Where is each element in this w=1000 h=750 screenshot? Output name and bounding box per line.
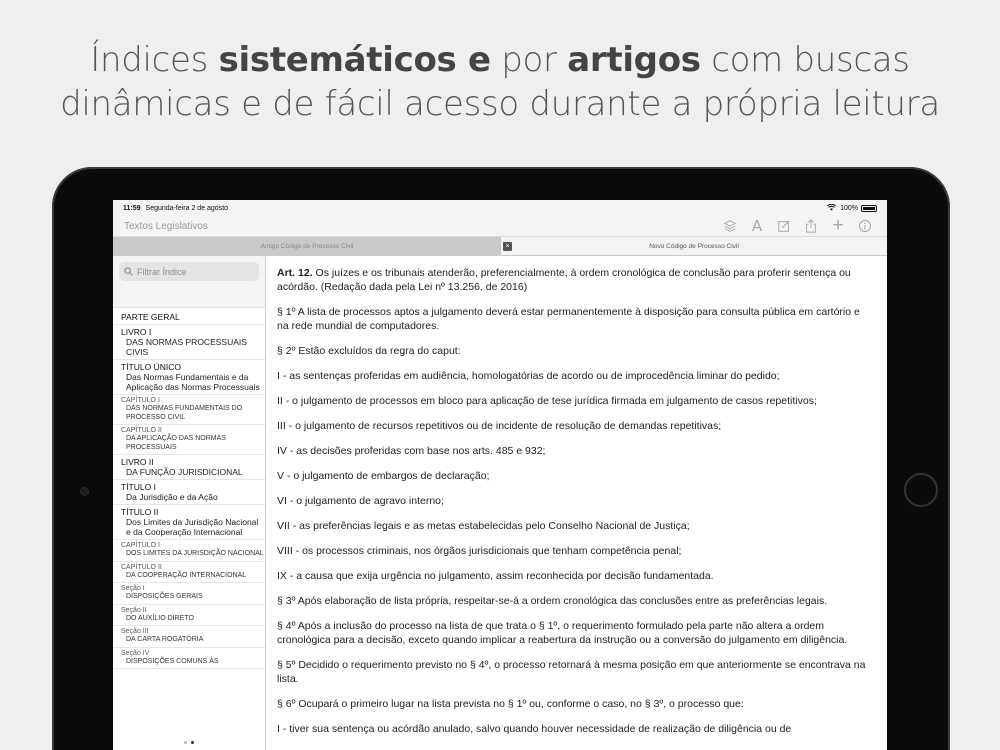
index-item-subtitle: Das Normas Fundamentais e da Aplicação das Normas Processuais (126, 372, 260, 392)
index-item-label: CAPÍTULO I (121, 542, 160, 549)
search-placeholder: Filtrar Índice (137, 266, 187, 277)
index-item-subtitle: Dos Limites da Jurisdição Nacional e da Cooperação Internacional (126, 517, 259, 537)
index-item-label: TÍTULO II (121, 507, 159, 517)
index-item-subtitle: DISPOSIÇÕES GERAIS (126, 593, 203, 600)
index-item-subtitle: Da Jurisdição e da Ação (126, 492, 218, 502)
index-item[interactable] (113, 360, 265, 395)
headline-text: Índices (90, 40, 219, 80)
battery-icon (861, 205, 877, 212)
index-item-label: LIVRO I (121, 327, 152, 337)
index-item-label: Seção IV (121, 649, 150, 657)
index-item-subtitle: DA APLICAÇÃO DAS NORMAS PROCESSUAIS (126, 435, 226, 451)
law-paragraph: V - o julgamento de embargos de declaração; (277, 470, 490, 482)
wifi-icon (827, 204, 836, 213)
index-list (113, 308, 265, 669)
law-paragraph: § 6º Ocupará o primeiro lugar na lista prevista no § 1º ou, conforme o caso, no § 3º, o processo que: (277, 698, 744, 710)
layers-icon[interactable] (719, 216, 741, 237)
headline-bold: sistemáticos e (218, 40, 491, 80)
law-paragraph: § 3º Após elaboração de lista própria, respeitar-se-á a ordem cronológica das conclusões entre as preferências legais. (277, 595, 828, 607)
index-item[interactable] (113, 425, 265, 455)
index-item[interactable] (113, 480, 265, 505)
article-text: Os juízes e os tribunais atenderão, preferencialmente, à ordem cronológica de conclusão para proferir sentença ou acórdão. (Redação dada pela Lei nº 13.256, de 2016) (277, 267, 851, 293)
index-item[interactable] (113, 626, 265, 648)
index-item[interactable] (113, 605, 265, 627)
law-paragraph: I - tiver sua sentença ou acórdão anulado, salvo quando houver necessidade de realização de diligência ou de (277, 723, 792, 735)
tab-label: Antigo Código de Processo Civil (260, 243, 354, 250)
info-icon[interactable] (854, 216, 876, 237)
index-item[interactable] (113, 325, 265, 360)
index-item-label: Seção II (121, 606, 147, 614)
headline-line-2: dinâmicas e de fácil acesso durante a própria leitura (60, 84, 940, 124)
marketing-headline (0, 38, 1000, 126)
index-item-label: CAPÍTULO I (121, 397, 160, 404)
page-dot (191, 741, 194, 744)
law-paragraph: II - o julgamento de processos em bloco para aplicação de tese jurídica firmada em julgamento de casos repetitivos; (277, 395, 817, 407)
index-item-label: PARTE GERAL (121, 312, 180, 322)
page-indicator[interactable] (113, 739, 265, 746)
law-paragraph: § 5º Decidido o requerimento previsto no § 4º, o processo retornará à mesma posição em que anteriormente se encontrava na lista. (277, 659, 866, 685)
battery-percentage: 100% (840, 204, 858, 212)
filter-index-input[interactable] (119, 262, 259, 281)
home-button[interactable] (904, 473, 938, 507)
headline-text: por (490, 40, 568, 80)
law-paragraph: III - o julgamento de recursos repetitivos ou de incidente de resolução de demandas repetitivas; (277, 420, 722, 432)
index-item-label: Seção III (121, 628, 149, 635)
index-item[interactable] (113, 505, 265, 540)
index-item-subtitle: DO AUXÍLIO DIRETO (126, 614, 194, 622)
index-item-subtitle: DAS NORMAS PROCESSUAIS CIVIS (126, 337, 247, 357)
index-item[interactable] (113, 310, 265, 325)
tab-antigo-cpc[interactable] (113, 237, 501, 256)
page-dot (184, 741, 187, 744)
index-item[interactable] (113, 455, 265, 480)
document-tabs (113, 237, 887, 256)
law-paragraph: IX - a causa que exija urgência no julgamento, assim reconhecida por decisão fundamentada. (277, 570, 714, 582)
index-item-subtitle: DA COOPERAÇÃO INTERNACIONAL (126, 571, 247, 579)
main-area (113, 256, 887, 750)
index-item-label: CAPÍTULO II (121, 427, 162, 434)
index-item-label: TÍTULO ÚNICO (121, 362, 181, 372)
nav-bar (113, 216, 887, 237)
index-item-label: CAPÍTULO II (121, 563, 162, 571)
law-text-reader[interactable] (266, 256, 887, 750)
law-paragraph: § 2º Estão excluídos da regra do caput: (277, 345, 461, 357)
font-icon[interactable]: A (751, 217, 763, 235)
law-paragraph: § 4º Após a inclusão do processo na lista de que trata o § 1º, o requerimento formulado pela parte não altera a ordem cronológica para a decisão, exceto quando implicar a reabertura da instrução ou a conversão do julgamento em diligência. (277, 620, 848, 646)
app-title[interactable]: Textos Legislativos (124, 220, 208, 232)
share-icon[interactable] (800, 216, 822, 237)
index-item-subtitle: DOS LIMITES DA JURISDIÇÃO NACIONAL (126, 550, 264, 557)
index-item-label: Seção I (121, 585, 145, 592)
index-item[interactable] (113, 562, 265, 584)
headline-bold: artigos (567, 40, 701, 80)
camera-icon (80, 487, 89, 496)
status-date: Segunda-feira 2 de agosto (145, 204, 229, 212)
status-time: 11:59 (123, 204, 141, 212)
law-paragraph: I - as sentenças proferidas em audiência, homologatórias de acordo ou de improcedência liminar do pedido; (277, 370, 780, 382)
index-item-subtitle: DA CARTA ROGATÓRIA (126, 636, 204, 643)
law-paragraph: VI - o julgamento de agravo interno; (277, 495, 444, 507)
index-item-subtitle: DISPOSIÇÕES COMUNS ÀS (126, 657, 219, 665)
law-paragraph: IV - as decisões proferidas com base nos arts. 485 e 932; (277, 445, 546, 457)
tab-novo-cpc[interactable] (501, 237, 887, 256)
article-label: Art. 12. (277, 267, 313, 279)
headline-text: com buscas (700, 40, 910, 80)
index-item[interactable] (113, 540, 265, 562)
headline-line-1 (0, 38, 1000, 82)
article-paragraph (277, 266, 873, 294)
law-paragraph: § 1º A lista de processos aptos a julgamento deverá estar permanentemente à disposição para consulta pública em cartório e na rede mundial de computadores. (277, 306, 860, 332)
index-item[interactable] (113, 648, 265, 670)
law-paragraph: VIII - os processos criminais, nos órgãos jurisdicionais que tenham competência penal; (277, 545, 682, 557)
index-item-label: TÍTULO I (121, 482, 156, 492)
search-icon (124, 267, 133, 276)
index-item[interactable] (113, 583, 265, 605)
index-item-label: LIVRO II (121, 457, 154, 467)
search-area (113, 256, 265, 308)
edit-icon[interactable] (773, 216, 795, 237)
tab-label: Novo Código de Processo Civil (649, 242, 739, 250)
add-icon[interactable]: + (832, 215, 844, 236)
index-item[interactable] (113, 395, 265, 425)
law-paragraph: VII - as preferências legais e as metas estabelecidas pelo Conselho Nacional de Justiça; (277, 520, 690, 532)
close-icon[interactable]: × (503, 242, 512, 251)
index-sidebar (113, 256, 266, 750)
index-item-subtitle: DA FUNÇÃO JURISDICIONAL (126, 467, 243, 477)
index-item-subtitle: DAS NORMAS FUNDAMENTAIS DO PROCESSO CIVIL (126, 405, 243, 421)
ipad-screen (113, 200, 887, 750)
status-bar (113, 200, 887, 216)
